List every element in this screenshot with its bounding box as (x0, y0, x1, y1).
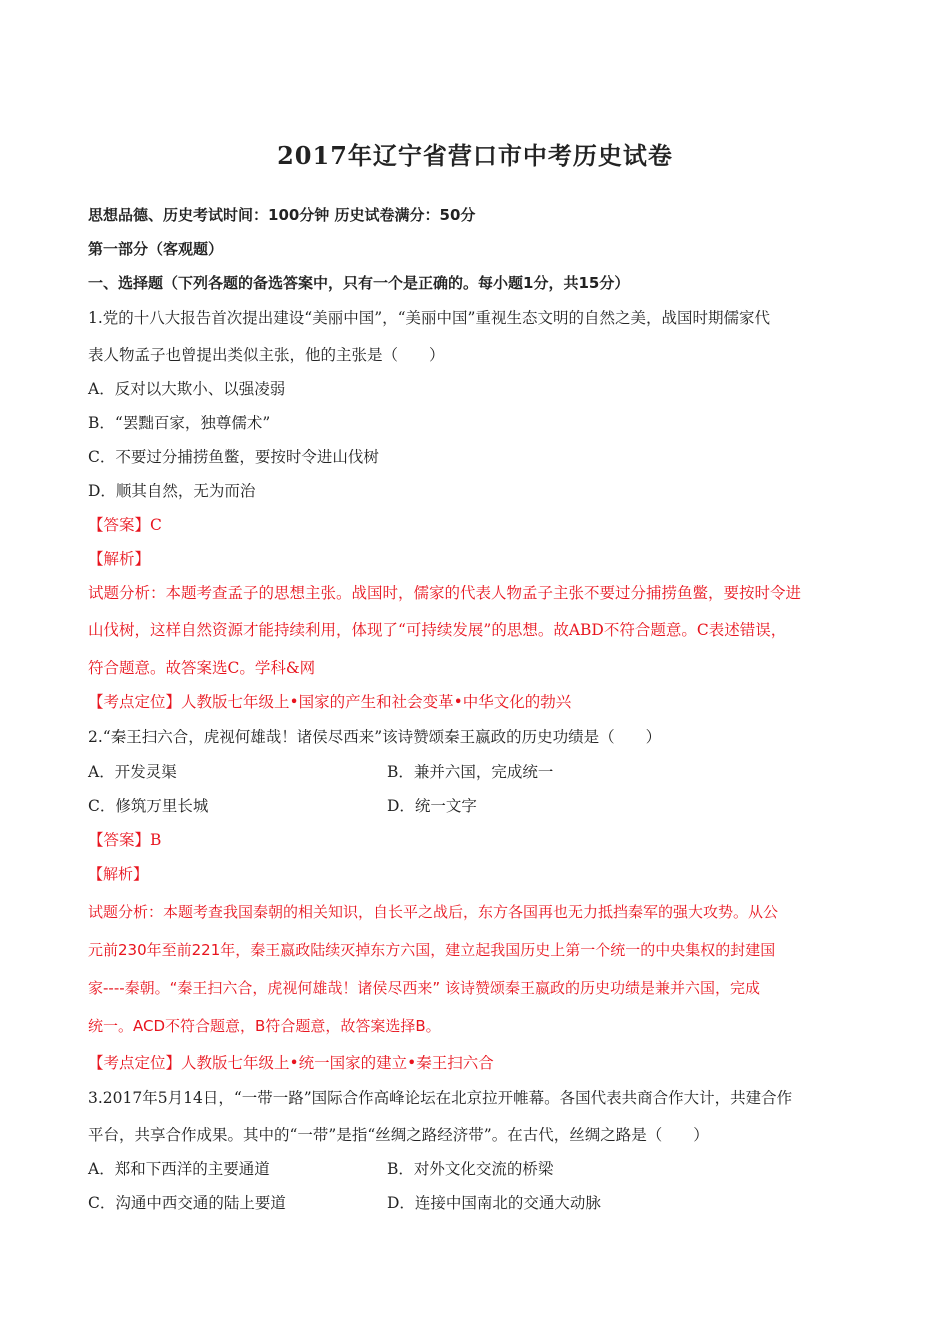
q3-option-c: C．沟通中西交通的陆上要道 (88, 1194, 286, 1212)
q1-analysis: 试题分析：本题考查孟子的思想主张。战国时，儒家的代表人物孟子主张不要过分捕捞鱼鳖，要按时令进 (88, 584, 802, 602)
section-heading: 一、选择题（下列各题的备选答案中，只有一个是正确的。每小题1分，共15分） (88, 274, 630, 292)
part-heading: 第一部分（客观题） (88, 240, 224, 258)
q2-answer: 【答案】B (88, 831, 162, 849)
exam-meta: 思想品德、历史考试时间：100分钟 历史试卷满分：50分 (88, 206, 476, 224)
q1-stem: 1.党的十八大报告首次提出建设“美丽中国”，“美丽中国”重视生态文明的自然之美，战国时期儒家代 (88, 309, 770, 327)
q3-option-b: B．对外文化交流的桥梁 (387, 1160, 554, 1178)
q2-analysis: 家----秦朝。“秦王扫六合，虎视何雄哉！诸侯尽西来” 该诗赞颂秦王嬴政的历史功绩是兼并六国，完成 (88, 979, 760, 997)
q1-analysis: 山伐树，这样自然资源才能持续利用，体现了“可持续发展”的思想。故ABD不符合题意。C表述错误， (88, 621, 787, 639)
q2-analysis: 试题分析：本题考查我国秦朝的相关知识，自长平之战后，东方各国再也无力抵挡秦军的强大攻势。从公 (88, 903, 779, 921)
q2-analysis: 统一。ACD不符合题意，B符合题意，故答案选择B。 (88, 1017, 441, 1035)
q1-option-d: D．顺其自然，无为而治 (88, 482, 256, 500)
q1-option-a: A．反对以大欺小、以强凌弱 (88, 380, 286, 398)
q1-analysis: 符合题意。故答案选C。学科&网 (88, 659, 316, 677)
q1-stem: 表人物孟子也曾提出类似主张，他的主张是（ ） (88, 346, 445, 364)
page-title: 2017年辽宁省营口市中考历史试卷 (277, 141, 673, 170)
q3-stem: 3.2017年5月14日，“一带一路”国际合作高峰论坛在北京拉开帷幕。各国代表共商合作大计，共建合作 (88, 1089, 793, 1107)
q2-stem: 2.“秦王扫六合，虎视何雄哉！诸侯尽西来”该诗赞颂秦王嬴政的历史功绩是（ ） (88, 728, 662, 746)
q1-option-c: C．不要过分捕捞鱼鳖，要按时令进山伐树 (88, 448, 379, 466)
q3-stem: 平台，共享合作成果。其中的“一带”是指“丝绸之路经济带”。在古代，丝绸之路是（ ） (88, 1126, 709, 1144)
q2-option-c: C．修筑万里长城 (88, 797, 209, 815)
q2-analysis: 元前230年至前221年，秦王嬴政陆续灭掉东方六国，建立起我国历史上第一个统一的中央集权的封建国 (88, 941, 776, 959)
q2-option-d: D．统一文字 (387, 797, 477, 815)
q2-jiexi: 【解析】 (88, 865, 149, 883)
q3-option-d: D．连接中国南北的交通大动脉 (387, 1194, 601, 1212)
q1-jiexi: 【解析】 (88, 550, 151, 568)
q1-answer: 【答案】C (88, 516, 162, 534)
q1-option-b: B．“罢黜百家，独尊儒术” (88, 414, 271, 432)
q2-option-a: A．开发灵渠 (88, 763, 177, 781)
q3-option-a: A．郑和下西洋的主要通道 (88, 1160, 270, 1178)
q2-kaodian: 【考点定位】人教版七年级上•统一国家的建立•秦王扫六合 (88, 1054, 494, 1072)
q1-kaodian: 【考点定位】人教版七年级上•国家的产生和社会变革•中华文化的勃兴 (88, 693, 572, 711)
q2-option-b: B．兼并六国，完成统一 (387, 763, 554, 781)
